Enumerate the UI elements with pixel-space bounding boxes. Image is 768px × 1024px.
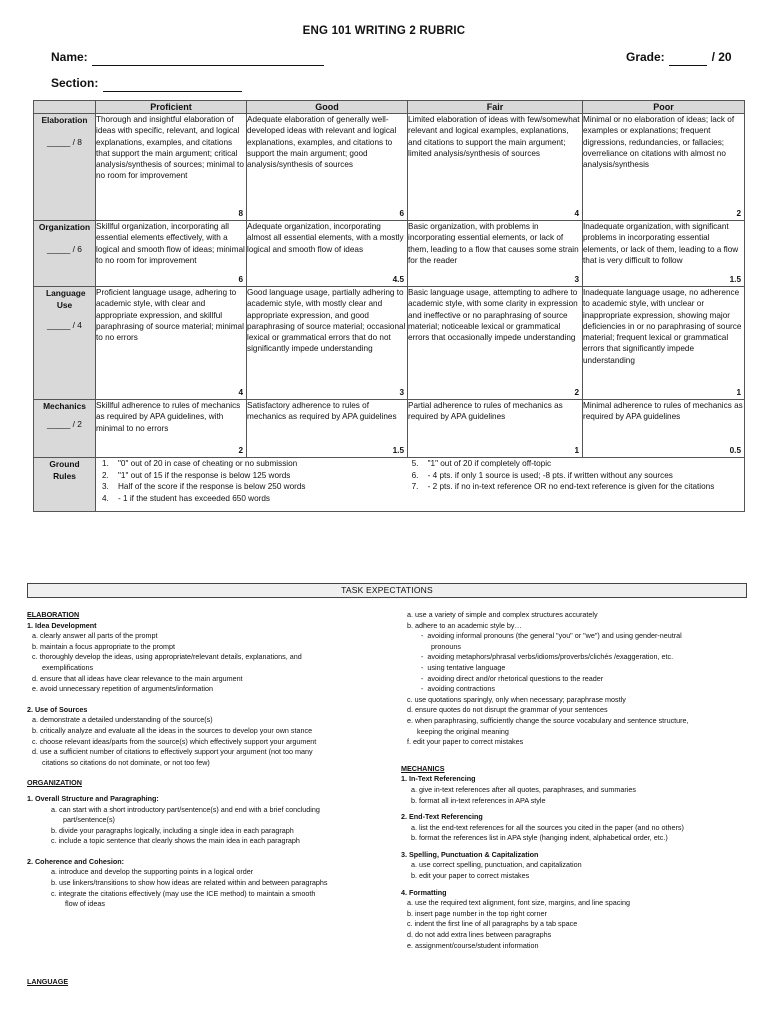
task-left-column: [27, 610, 397, 910]
cell-points: 2: [736, 208, 741, 218]
cell-text: Thorough and insightful elaboration of ideas with specific, relevant, and logical explanations, examples, and citations that support the main argument; critical analysis/synthesis of sources; minimal to no room for improvement: [96, 115, 244, 181]
list-item: - avoiding direct and/or rhetorical questions to the reader: [421, 673, 604, 683]
list-item: a. use a variety of simple and complex structures accurately: [407, 610, 598, 619]
cell-mechanics-good: [247, 400, 408, 458]
ground-rule: 2. "1" out of 15 if the response is below 125 words: [102, 470, 291, 480]
cell-points: 4: [238, 387, 243, 397]
cell-elaboration-good: [247, 114, 408, 221]
ground-rules-left: [98, 458, 408, 504]
list-item: a. clearly answer all parts of the prompt: [32, 631, 158, 641]
ground-rule: 3. Half of the score if the response is below 250 words: [102, 482, 306, 492]
list-item: a. demonstrate a detailed understanding of the source(s): [32, 715, 213, 725]
criterion-score[interactable]: _____ / 8: [47, 137, 82, 147]
rowhead-language-use: [34, 287, 96, 400]
list-item: b. insert page number in the top right corner: [407, 908, 547, 918]
grade-label: Grade:: [626, 50, 665, 64]
list-item: citations so citations do not dominate, or not too few): [42, 757, 210, 767]
spelling-heading: 3. Spelling, Punctuation & Capitalization: [401, 849, 539, 859]
list-item: f. edit your paper to correct mistakes: [407, 737, 524, 747]
cell-text: Skillful adherence to rules of mechanics as required by APA guidelines, with minimal to no errors: [96, 401, 241, 433]
cell-points: 1: [574, 445, 579, 455]
cell-points: 1.5: [729, 274, 741, 284]
list-item: b. maintain a focus appropriate to the prompt: [32, 641, 176, 651]
cell-text: Partial adherence to rules of mechanics as required by APA guidelines: [408, 401, 563, 422]
list-item: a. use correct spelling, punctuation, and capitalization: [411, 860, 582, 870]
cell-elaboration-fair: [408, 114, 583, 221]
cell-points: 1: [736, 387, 741, 397]
list-item: pronouns: [431, 641, 461, 651]
idea-development-list: [27, 631, 397, 695]
list-item: keeping the original meaning: [417, 726, 509, 736]
row-language-use: [34, 287, 745, 400]
cell-mechanics-fair: [408, 400, 583, 458]
cell-points: 6: [238, 274, 243, 284]
list-item: b. divide your paragraphs logically, including a single idea in each paragraph: [51, 825, 294, 835]
cell-text: Limited elaboration of ideas with few/somewhat relevant and logical examples, explanations, and citations to support the main argument; limited analysis/synthesis of sources: [408, 115, 580, 158]
page-title: ENG 101 WRITING 2 RUBRIC: [302, 25, 466, 37]
cell-points: 2: [238, 445, 243, 455]
list-item: b. edit your paper to correct mistakes: [411, 871, 530, 881]
cell-language-proficient: [96, 287, 247, 400]
grade-suffix: / 20: [711, 50, 732, 64]
rowhead-mechanics: [34, 400, 96, 458]
formatting-heading: 4. Formatting: [401, 887, 447, 897]
cell-text: Satisfactory adherence to rules of mechanics as required by APA guidelines: [247, 401, 397, 422]
list-item: b. use linkers/transitions to show how ideas are related within and between paragraphs: [51, 878, 328, 888]
list-item: a. use the required text alignment, font size, margins, and line spacing: [407, 898, 630, 908]
cell-organization-poor: [583, 221, 745, 287]
cell-points: 2: [574, 387, 579, 397]
language-heading: LANGUAGE: [27, 977, 69, 986]
cell-points: 0.5: [729, 445, 741, 455]
list-item: b. format the references list in APA style (hanging indent, alphabetical order, etc.): [411, 833, 668, 843]
ground-rule: 1. "0" out of 20 in case of cheating or no submission: [102, 459, 298, 468]
list-item: d. use a sufficient number of citations to effectively support your argument (not too many: [32, 747, 313, 757]
cell-elaboration-poor: [583, 114, 745, 221]
cell-language-poor: [583, 287, 745, 400]
task-right-column: [401, 610, 746, 951]
criterion-label: Language Use: [46, 288, 86, 310]
col-good: Good: [247, 101, 408, 114]
row-mechanics: [34, 400, 745, 458]
ground-rule: 6. - 4 pts. if only 1 source is used; -8 pts. if written without any sources: [411, 470, 673, 480]
cell-text: Adequate organization, incorporating almost all essential elements, with a mostly logical and smooth flow of ideas: [247, 222, 404, 254]
rowhead-elaboration: [34, 114, 96, 221]
list-item: - using tentative language: [421, 662, 506, 672]
intext-heading: 1. In-Text Referencing: [401, 774, 476, 784]
list-item: - avoiding metaphors/phrasal verbs/idioms/proverbs/clichés /exaggeration, etc.: [421, 652, 674, 662]
grade-line[interactable]: [669, 53, 707, 66]
criterion-score[interactable]: _____ / 6: [47, 244, 82, 254]
cell-text: Basic language usage, attempting to adhere to academic style, with some clarity in expression and ineffective or no paraphrasing of source material; noticeable lexical or grammatical errors that occasionally impede understanding: [408, 288, 578, 343]
cell-mechanics-poor: [583, 400, 745, 458]
cell-points: 4.5: [392, 274, 404, 284]
cell-text: Proficient language usage, adhering to academic style, with clear and appropriate expression, and skillful paraphrasing of source material; minimal to no errors: [96, 288, 244, 343]
cell-points: 3: [399, 387, 404, 397]
mechanics-heading: MECHANICS: [401, 763, 445, 773]
cell-text: Basic organization, with problems in incorporating essential elements, or lack of them, leading to a flow that causes some strain for the reader: [408, 222, 579, 265]
cell-text: Inadequate language usage, no adherence to academic style, with unclear or inappropriate expression, showing major deficiencies in or no paraphrasing of source material; frequent lexical or grammatical errors that significantly impede understanding: [583, 288, 742, 365]
use-of-sources-list: [27, 715, 397, 768]
spelling-list: [401, 860, 746, 881]
list-item: c. include a topic sentence that clearly shows the main idea in each paragraph: [51, 836, 300, 846]
col-proficient: Proficient: [96, 101, 247, 114]
idea-development-heading: 1. Idea Development: [27, 620, 97, 630]
endtext-heading: 2. End-Text Referencing: [401, 812, 483, 822]
row-elaboration: [34, 114, 745, 221]
list-item: a. list the end-text references for all the sources you cited in the paper (and no others): [411, 822, 684, 832]
language-list: [401, 610, 746, 748]
list-item: c. indent the first line of all paragraphs by a tab space: [407, 919, 578, 929]
task-expectations-heading: TASK EXPECTATIONS: [27, 583, 747, 598]
list-item: exemplifications: [42, 662, 94, 672]
criterion-label: Organization: [38, 222, 91, 232]
organization-heading: ORGANIZATION: [27, 778, 82, 788]
list-item: a. can start with a short introductory part/sentence(s) and end with a brief concluding: [51, 804, 320, 814]
ground-rules-right: [408, 458, 742, 504]
name-line[interactable]: [92, 53, 324, 66]
list-item: part/sentence(s): [63, 815, 115, 825]
use-of-sources-heading: 2. Use of Sources: [27, 704, 88, 714]
name-field: [51, 48, 324, 66]
structure-list: [27, 805, 397, 847]
criterion-label: Elaboration: [41, 115, 88, 125]
list-item: d. do not add extra lines between paragraphs: [407, 930, 552, 940]
section-label: Section:: [51, 76, 99, 90]
cell-points: 1.5: [392, 445, 404, 455]
cell-text: Skillful organization, incorporating all essential elements effectively, with a logical and smooth flow of ideas; minimal to no room for improvement: [96, 222, 245, 265]
cell-text: Minimal or no elaboration of ideas; lack of examples or explanations; frequent digressions, redundancies, or fallacies; overreliance on citations with almost no analysis/synthesis: [583, 115, 735, 170]
cell-points: 8: [238, 208, 243, 218]
list-item: b. format all in-text references in APA style: [411, 795, 546, 805]
coherence-list: [27, 867, 397, 909]
cell-organization-good: [247, 221, 408, 287]
col-poor: Poor: [583, 101, 745, 114]
ground-rule: 4. - 1 if the student has exceeded 650 words: [102, 493, 271, 503]
rowhead-ground-rules: [34, 458, 96, 512]
cell-mechanics-proficient: [96, 400, 247, 458]
style-list: [407, 631, 746, 695]
list-item: a. introduce and develop the supporting points in a logical order: [51, 867, 254, 877]
list-item: d. ensure that all ideas have clear relevance to the main argument: [32, 673, 243, 683]
rubric-header-row: [34, 101, 745, 114]
rubric-corner: [34, 101, 96, 114]
list-item: b. critically analyze and evaluate all the ideas in the sources to develop your own stance: [32, 725, 313, 735]
ground-rule: 7. - 2 pts. if no in-text reference OR no end-text reference is given for the citations: [411, 482, 715, 492]
col-fair: Fair: [408, 101, 583, 114]
name-label: Name:: [51, 50, 88, 64]
endtext-list: [401, 823, 746, 844]
rowhead-organization: [34, 221, 96, 287]
elaboration-heading: ELABORATION: [27, 610, 80, 619]
list-item: e. avoid unnecessary repetition of arguments/information: [32, 684, 213, 694]
grade-field: [626, 48, 732, 66]
list-item: - avoiding contractions: [421, 684, 495, 694]
list-item: c. use quotations sparingly, only when necessary; paraphrase mostly: [407, 694, 626, 704]
list-item: e. when paraphrasing, sufficiently change the source vocabulary and sentence structure,: [407, 715, 689, 725]
list-item: flow of ideas: [65, 899, 105, 909]
cell-text: Minimal adherence to rules of mechanics as required by APA guidelines: [583, 401, 743, 422]
coherence-heading: 2. Coherence and Cohesion:: [27, 856, 125, 866]
ground-rules-list: [96, 458, 745, 512]
criterion-score[interactable]: _____ / 2: [47, 419, 82, 429]
cell-organization-fair: [408, 221, 583, 287]
cell-text: Adequate elaboration of generally well-developed ideas with relevant and logical explanations, examples, and citations to support the main argument; good analysis/synthesis of sources: [247, 115, 397, 170]
list-item: c. thoroughly develop the ideas, using appropriate/relevant details, explanations, and: [32, 652, 302, 662]
cell-language-fair: [408, 287, 583, 400]
ground-rule: 5. "1" out of 20 if completely off-topic: [411, 459, 552, 468]
rubric-table: [33, 100, 745, 512]
criterion-score[interactable]: _____ / 4: [47, 320, 82, 330]
list-item: a. give in-text references after all quotes, paraphrases, and summaries: [411, 784, 636, 794]
section-line[interactable]: [103, 79, 242, 92]
structure-heading: 1. Overall Structure and Paragraphing:: [27, 793, 159, 803]
cell-text: Good language usage, partially adhering to academic style, with mostly clear and appropriate expression, and good paraphrasing of source material; occasional lexical or grammatical errors that do not significantly impede understanding: [247, 288, 406, 354]
cell-organization-proficient: [96, 221, 247, 287]
row-organization: [34, 221, 745, 287]
list-item: c. choose relevant ideas/parts from the source(s) which effectively support your argument: [32, 736, 317, 746]
cell-points: 4: [574, 208, 579, 218]
cell-points: 6: [399, 208, 404, 218]
list-item: c. integrate the citations effectively (may use the ICE method) to maintain a smooth: [51, 888, 316, 898]
section-field: [51, 74, 242, 92]
intext-list: [401, 785, 746, 806]
cell-text: Inadequate organization, with significant problems in incorporating essential elements, or lack of them, leading to a flow that is very difficult to follow: [583, 222, 739, 265]
cell-language-good: [247, 287, 408, 400]
criterion-label: Mechanics: [43, 401, 86, 411]
formatting-list: [401, 898, 746, 951]
criterion-label: Ground Rules: [49, 459, 80, 481]
list-item: - avoiding informal pronouns (the general "you" or "we") and using gender-neutral: [421, 631, 682, 641]
cell-elaboration-proficient: [96, 114, 247, 221]
cell-points: 3: [574, 274, 579, 284]
row-ground-rules: [34, 458, 745, 512]
list-item: b. adhere to an academic style by…: [407, 620, 522, 630]
list-item: e. assignment/course/student information: [407, 940, 539, 950]
list-item: d. ensure quotes do not disrupt the grammar of your sentences: [407, 705, 608, 715]
